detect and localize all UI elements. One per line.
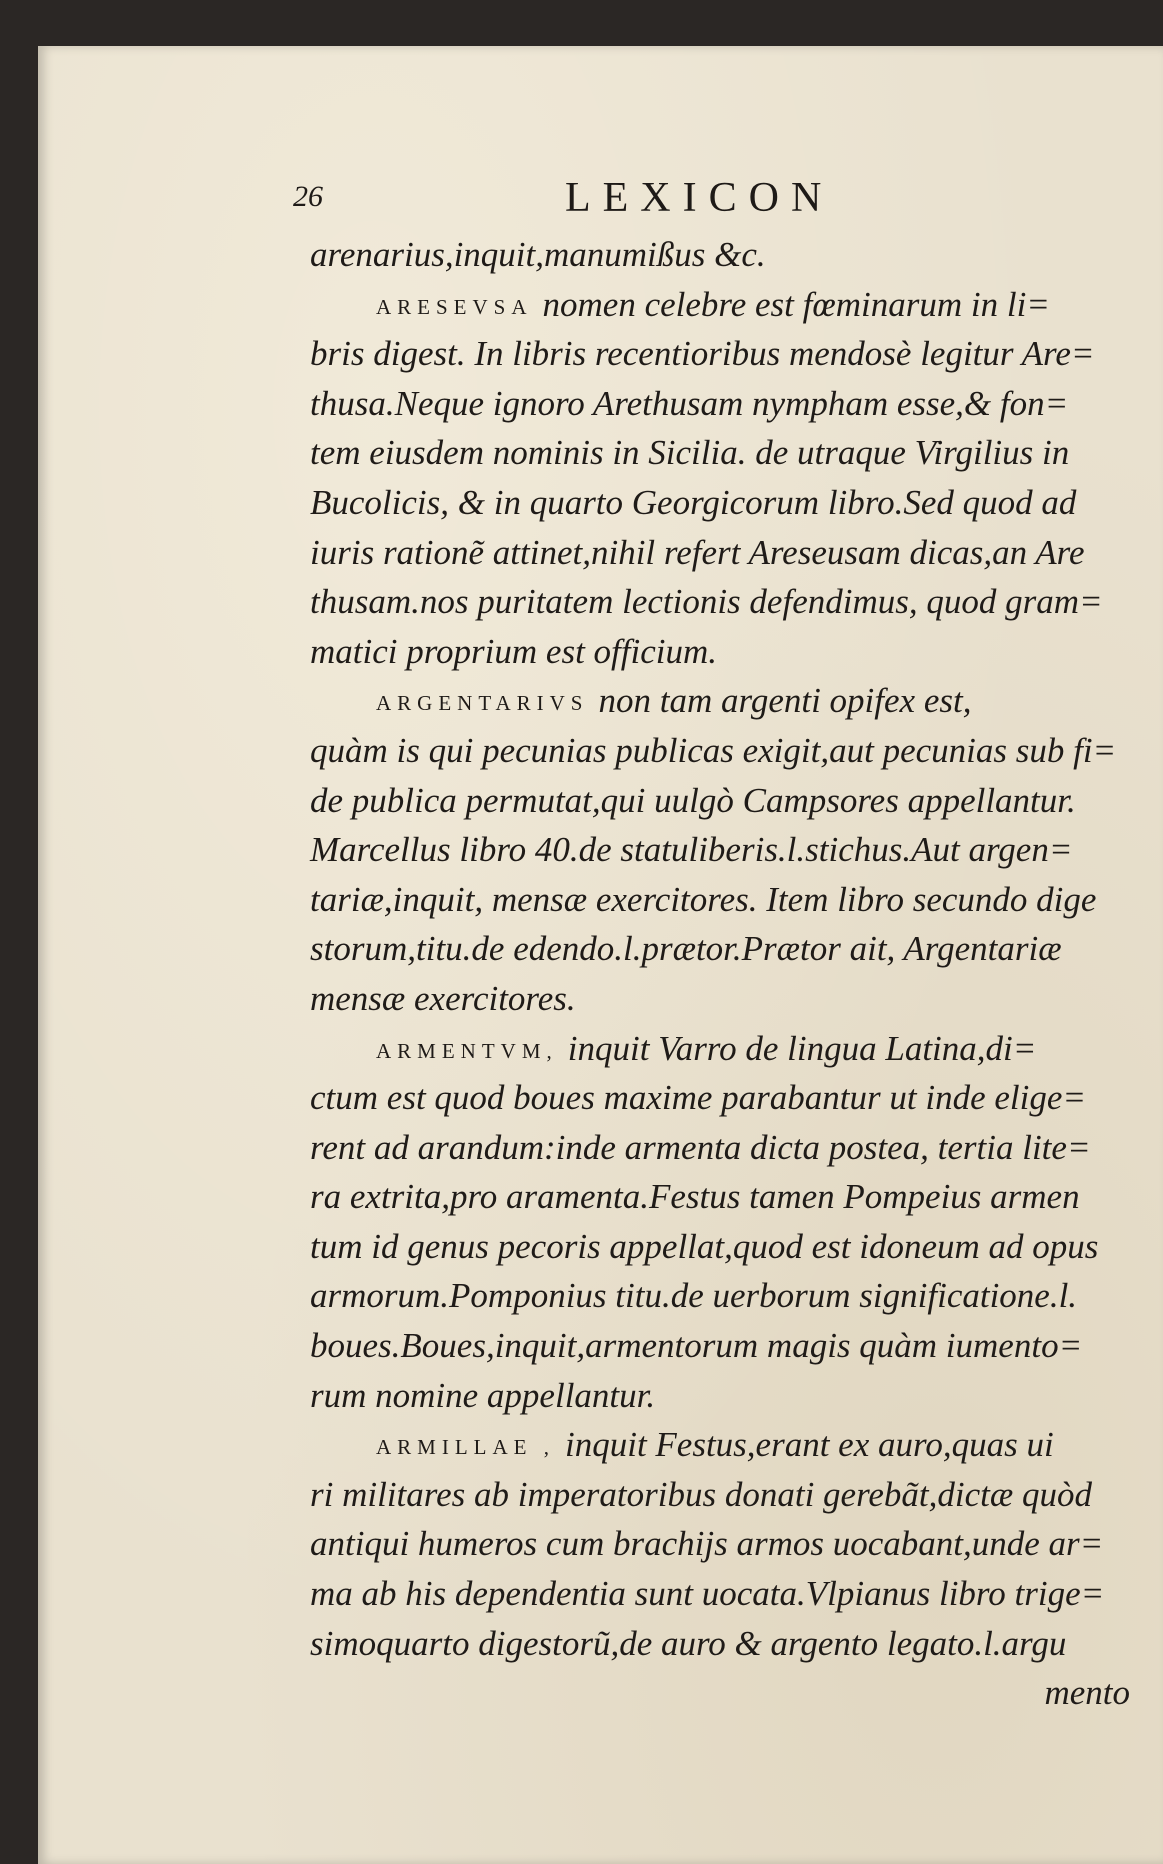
text-line: rum nomine appellantur. — [310, 1375, 656, 1415]
book-page — [38, 46, 1163, 1864]
text-line: tum id genus pecoris appellat,quod est idoneum ad opus — [310, 1226, 1099, 1266]
entry-first-line — [310, 280, 1150, 330]
text-line: Bucolicis, & in quarto Georgicorum libro.Sed quod ad — [310, 482, 1077, 522]
entry-text: inquit Festus,erant ex auro,quas ui — [565, 1425, 1054, 1465]
text-line: storum,titu.de edendo.l.prætor.Prætor ait, Argentariæ — [310, 929, 1062, 969]
text-line: tem eiusdem nominis in Sicilia. de utraque Virgilius in — [310, 433, 1070, 473]
entry-first-line — [310, 676, 1150, 726]
text-line: armorum.Pomponius titu.de uerborum significatione.l. — [310, 1276, 1078, 1316]
text-line: iuris rationẽ attinet,nihil refert Areseusam dicas,an Are — [310, 532, 1085, 572]
entry-text: inquit Varro de lingua Latina,di= — [567, 1028, 1037, 1068]
text-line: quàm is qui pecunias publicas exigit,aut pecunias sub fi= — [310, 730, 1117, 770]
running-title: LEXICON — [565, 175, 834, 221]
text-line: Marcellus libro 40.de statuliberis.l.stichus.Aut argen= — [310, 830, 1073, 870]
page-number: 26 — [293, 180, 323, 213]
text-line: ctum est quod boues maxime parabantur ut inde elige= — [310, 1078, 1086, 1118]
entry-first-line — [310, 1024, 1150, 1074]
text-line: simoquarto digestorũ,de auro & argento legato.l.argu — [310, 1623, 1067, 1663]
text-line: de publica permutat,qui uulgò Campsores appellantur. — [310, 780, 1076, 820]
text-line: ri militares ab imperatoribus donati gerebãt,dictæ quòd — [310, 1474, 1092, 1514]
text-line: thusam.nos puritatem lectionis defendimus, quod gram= — [310, 582, 1103, 622]
text-line: matici proprium est officium. — [310, 631, 718, 671]
entry-text: nomen celebre est fœminarum in li= — [542, 284, 1050, 324]
text-line: mensæ exercitores. — [310, 978, 576, 1018]
lemma-argentarivs: ARGENTARIVS — [376, 691, 589, 716]
text-line: tariæ,inquit, mensæ exercitores. Item libro secundo dige — [310, 879, 1097, 919]
text-line: boues.Boues,inquit,armentorum magis quàm iumento= — [310, 1326, 1083, 1366]
lemma-aresevsa: ARESEVSA — [376, 294, 533, 319]
page-header — [293, 174, 1163, 224]
text-line: arenarius,inquit,manumißus &c. — [310, 235, 766, 274]
text-line: thusa.Neque ignoro Arethusam nympham esse,& fon= — [310, 383, 1069, 423]
text-line: ra extrita,pro aramenta.Festus tamen Pompeius armen — [310, 1177, 1080, 1217]
text-block — [310, 230, 1150, 1718]
entry-text: non tam argenti opifex est, — [598, 681, 972, 721]
text-line: bris digest. In libris recentioribus mendosè legitur Are= — [310, 334, 1095, 374]
text-line: antiqui humeros cum brachijs armos uocabant,unde ar= — [310, 1524, 1104, 1564]
text-line: rent ad arandum:inde armenta dicta postea, tertia lite= — [310, 1127, 1091, 1167]
catchword: mento — [1044, 1673, 1130, 1713]
entry-first-line — [310, 1420, 1150, 1470]
text-line: ma ab his dependentia sunt uocata.Vlpianus libro trige= — [310, 1574, 1105, 1614]
lemma-armillae: ARMILLAE , — [376, 1435, 555, 1460]
lemma-armentvm: ARMENTVM, — [376, 1038, 558, 1063]
